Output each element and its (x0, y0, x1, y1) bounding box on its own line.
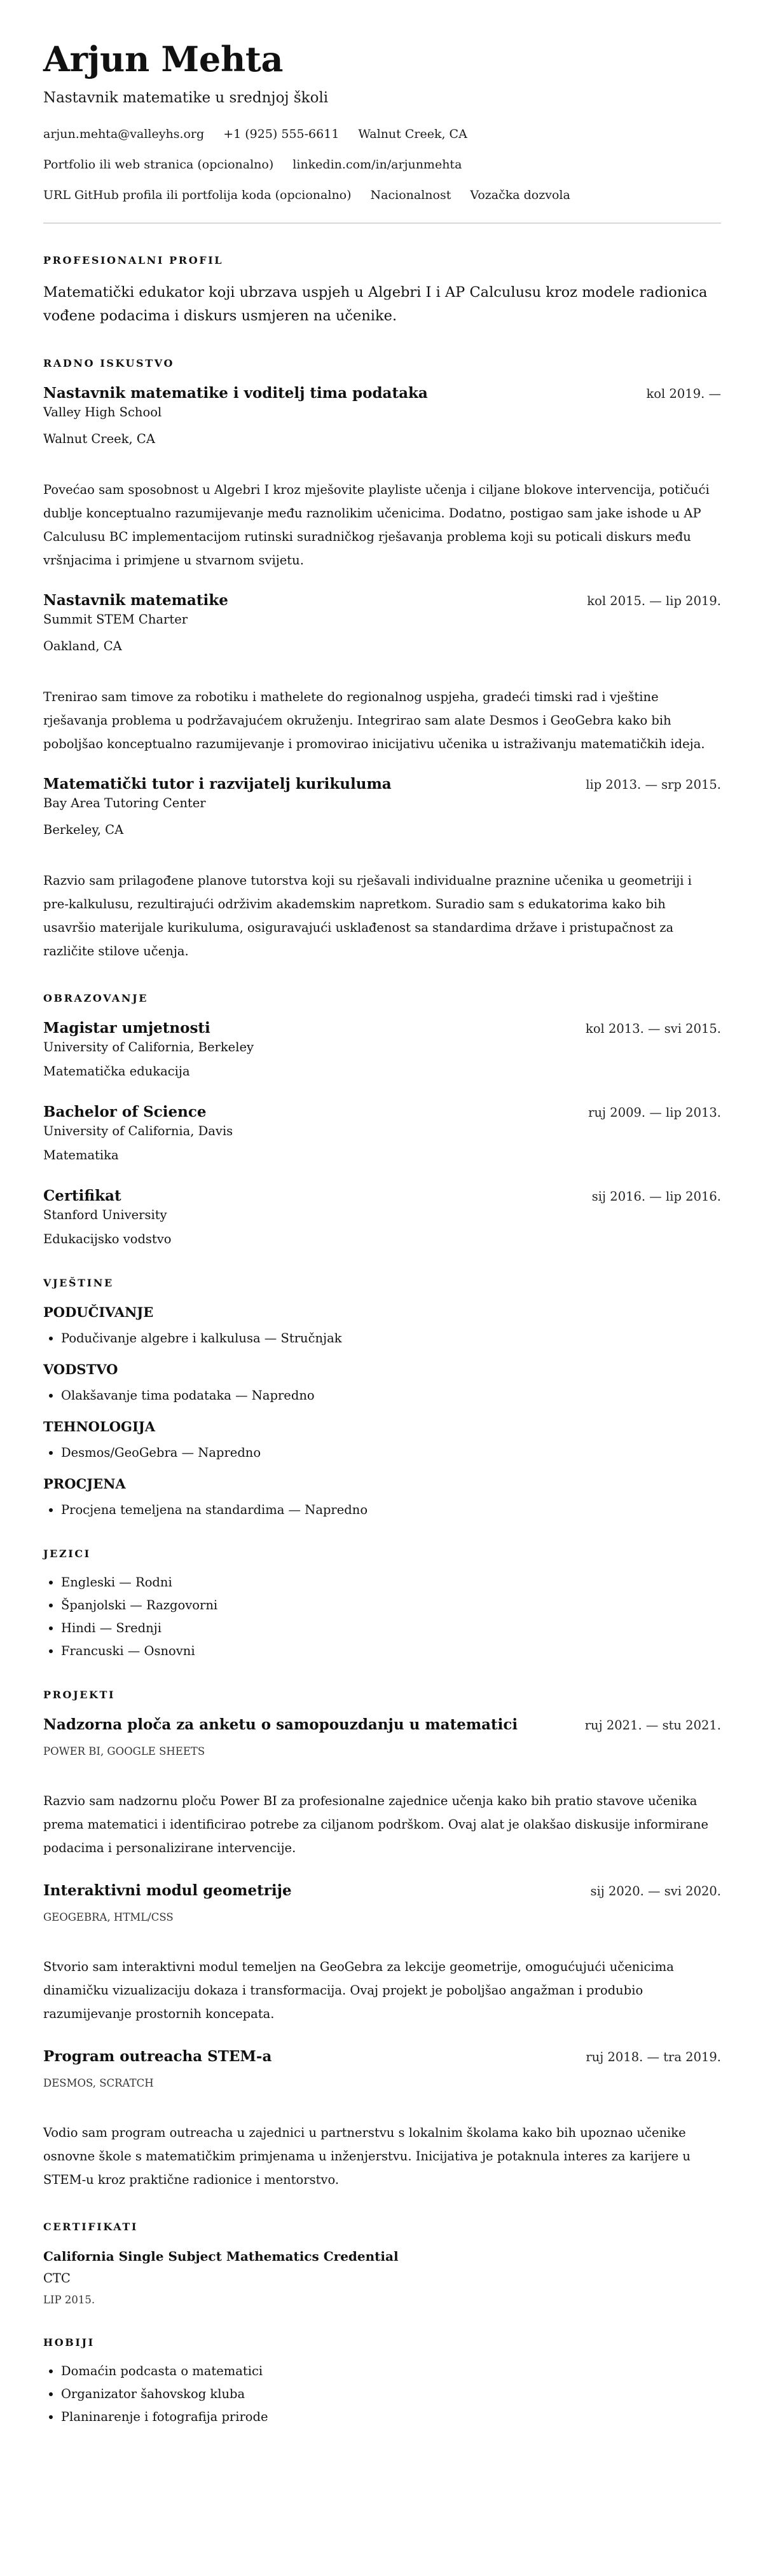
certificate-entry (43, 2247, 721, 2307)
contact-row (43, 156, 721, 173)
job-location: Walnut Creek, CA (43, 432, 155, 446)
education-entry (43, 1019, 721, 1080)
hobby-item: • Organizator šahovskog kluba (61, 2386, 721, 2402)
candidate-headline: Nastavnik matematike u srednjoj školi (43, 90, 329, 106)
section-title: PROFESIONALNI PROFIL (43, 254, 224, 266)
contact-row (43, 187, 721, 203)
section-title: HOBIJI (43, 2336, 95, 2348)
project-dates: sij 2020. — svi 2020. (590, 1884, 721, 1898)
experience-entry (43, 384, 721, 572)
skill-item: • Olakšavanje tima podataka — Napredno (61, 1387, 721, 1404)
employer: Summit STEM Charter (43, 612, 188, 627)
skill-category: PROCJENA (43, 1476, 126, 1492)
language-item: • Francuski — Osnovni (61, 1643, 721, 1659)
project-name: Interaktivni modul geometrije (43, 1882, 292, 1899)
project-dates: ruj 2018. — tra 2019. (586, 2050, 721, 2064)
education-entry (43, 1103, 721, 1164)
education-dates: kol 2013. — svi 2015. (586, 1021, 721, 1036)
project-description: Stvorio sam interaktivni modul temeljen na GeoGebra za lekcije geometrije, omogućujući učenicima dinamičku vizualizaciju dokaza i transformacija. Ovaj projekt je poboljšao angažman i produbio razumijevanje prostornih koncepata. (43, 1959, 674, 2021)
job-title: Matematički tutor i razvijatelj kurikuluma (43, 775, 392, 793)
project-description: Razvio sam nadzornu ploču Power BI za profesionalne zajednice učenja kako bih pratio stavove učenika prema matematici i identificirao potrebe za ciljanom podrškom. Ovaj alat je olakšao diskusije informirane podacima i personalizirane intervencije. (43, 1794, 708, 1855)
skill-item: • Desmos/GeoGebra — Napredno (61, 1445, 721, 1461)
employer: Valley High School (43, 405, 162, 419)
job-title: Nastavnik matematike i voditelj tima podataka (43, 385, 428, 402)
education-section (43, 992, 721, 1248)
candidate-name: Arjun Mehta (43, 39, 284, 79)
email-link[interactable]: arjun.mehta@valleyhs.org (43, 127, 205, 141)
section-title: VJEŠTINE (43, 1277, 114, 1289)
skill-group (43, 1418, 721, 1461)
skill-group (43, 1475, 721, 1518)
resume-header (43, 37, 721, 203)
section-title: OBRAZOVANJE (43, 992, 149, 1004)
skill-category: VODSTVO (43, 1361, 118, 1377)
project-description: Vodio sam program outreacha u zajednici u partnerstvu s lokalnim školama kako bih upoznao učenike osnovne škole s matematičkim primjenama u inženjerstvu. Inicijativa je potaknula interes za karijere u STEM-u kroz praktične radionice i mentorstvo. (43, 2125, 691, 2187)
skill-category: TEHNOLOGIJA (43, 1419, 156, 1435)
certificates-section (43, 2221, 721, 2307)
degree: Magistar umjetnosti (43, 1019, 210, 1037)
job-dates: kol 2019. — (646, 386, 721, 401)
skill-group (43, 1304, 721, 1347)
project-tech-stack: POWER BI, GOOGLE SHEETS (43, 1745, 205, 1757)
project-entry (43, 2047, 721, 2191)
profile-section (43, 254, 721, 328)
project-tech-stack: GEOGEBRA, HTML/CSS (43, 1911, 174, 1923)
language-item: • Engleski — Rodni (61, 1574, 721, 1591)
portfolio-link[interactable]: Portfolio ili web stranica (opcionalno) (43, 158, 274, 172)
experience-entry (43, 591, 721, 756)
certificate-date: LIP 2015. (43, 2294, 95, 2306)
languages-list (43, 1574, 721, 1659)
education-entry (43, 1187, 721, 1248)
skill-category: PODUČIVANJE (43, 1304, 154, 1320)
field-of-study: Edukacijsko vodstvo (43, 1232, 172, 1246)
job-location: Oakland, CA (43, 639, 122, 653)
hobby-item: • Planinarenje i fotografija prirode (61, 2409, 721, 2425)
language-item: • Španjolski — Razgovorni (61, 1597, 721, 1614)
project-name: Program outreacha STEM-a (43, 2048, 272, 2065)
hobbies-section (43, 2336, 721, 2425)
language-item: • Hindi — Srednji (61, 1620, 721, 1637)
project-entry (43, 1881, 721, 2026)
project-dates: ruj 2021. — stu 2021. (584, 1718, 721, 1733)
certificate-name: California Single Subject Mathematics Credential (43, 2249, 399, 2264)
nationality: Nacionalnost (370, 188, 451, 202)
employer: Bay Area Tutoring Center (43, 796, 206, 810)
section-title: PROJEKTI (43, 1689, 116, 1701)
certificate-issuer: CTC (43, 2271, 71, 2286)
github-link[interactable]: URL GitHub profila ili portfolija koda (opcionalno) (43, 188, 352, 202)
linkedin-link[interactable]: linkedin.com/in/arjunmehta (292, 158, 462, 172)
project-entry (43, 1715, 721, 1860)
skill-item: • Procjena temeljena na standardima — Napredno (61, 1502, 721, 1518)
job-description: Trenirao sam timove za robotiku i mathelete do regionalnog uspjeha, gradeći timski rad i vještine rješavanja problema u podržavajućem okruženju. Integrirao sam alate Desmos i GeoGebra kako bih poboljšao konceptualno razumijevanje i promovirao inicijativu učenika u istraživanju matematičkih ideja. (43, 690, 705, 751)
hobby-item: • Domaćin podcasta o matematici (61, 2363, 721, 2380)
project-tech-stack: DESMOS, SCRATCH (43, 2077, 154, 2089)
job-location: Berkeley, CA (43, 822, 124, 837)
experience-entry (43, 775, 721, 963)
project-name: Nadzorna ploča za anketu o samopouzdanju u matematici (43, 1716, 518, 1733)
school: Stanford University (43, 1208, 167, 1222)
section-title: JEZICI (43, 1548, 91, 1560)
header-divider (43, 222, 721, 224)
field-of-study: Matematika (43, 1148, 119, 1162)
job-description: Povećao sam sposobnost u Algebri I kroz mješovite playliste učenja i ciljane blokove intervencija, potičući dublje konceptualno razumijevanje među raznolikim učenicima. Dodatno, postigao sam jake ishode u AP Calculusu BC implementacijom rutinski suradničkog rješavanja problema koji su poticali diskurs među vršnjacima i primjene u stvarnom svijetu. (43, 482, 710, 568)
job-description: Razvio sam prilagođene planove tutorstva koji su rješavali individualne praznine učenika u geometriji i pre-kalkulusu, rezultirajući održivim akademskim napretkom. Suradio sam s edukatorima kako bih usavršio materijale kurikuluma, osiguravajući usklađenost sa standardima države i pristupačnost za različite stilove učenja. (43, 873, 692, 958)
skill-group (43, 1361, 721, 1404)
location: Walnut Creek, CA (358, 127, 467, 141)
job-dates: kol 2015. — lip 2019. (587, 594, 721, 608)
skill-item: • Podučivanje algebre i kalkulusa — Stručnjak (61, 1330, 721, 1347)
phone-number[interactable]: +1 (925) 555-6611 (223, 127, 340, 141)
contact-row (43, 126, 721, 142)
projects-section (43, 1689, 721, 2191)
education-dates: ruj 2009. — lip 2013. (588, 1105, 721, 1120)
education-dates: sij 2016. — lip 2016. (591, 1189, 721, 1204)
degree: Bachelor of Science (43, 1103, 207, 1121)
section-title: CERTIFIKATI (43, 2221, 138, 2233)
school: University of California, Davis (43, 1124, 233, 1138)
languages-section (43, 1548, 721, 1659)
job-dates: lip 2013. — srp 2015. (586, 777, 721, 792)
section-title: RADNO ISKUSTVO (43, 357, 174, 369)
school: University of California, Berkeley (43, 1040, 254, 1054)
hobbies-list (43, 2363, 721, 2425)
drivers-license: Vozačka dozvola (470, 188, 570, 202)
degree: Certifikat (43, 1187, 121, 1204)
profile-summary: Matematički edukator koji ubrzava uspjeh u Algebri I i AP Calculusu kroz modele radionica vođene podacima i diskurs usmjeren na učenike. (43, 284, 708, 324)
field-of-study: Matematička edukacija (43, 1064, 190, 1079)
skills-section (43, 1277, 721, 1518)
experience-section (43, 357, 721, 963)
job-title: Nastavnik matematike (43, 592, 228, 609)
